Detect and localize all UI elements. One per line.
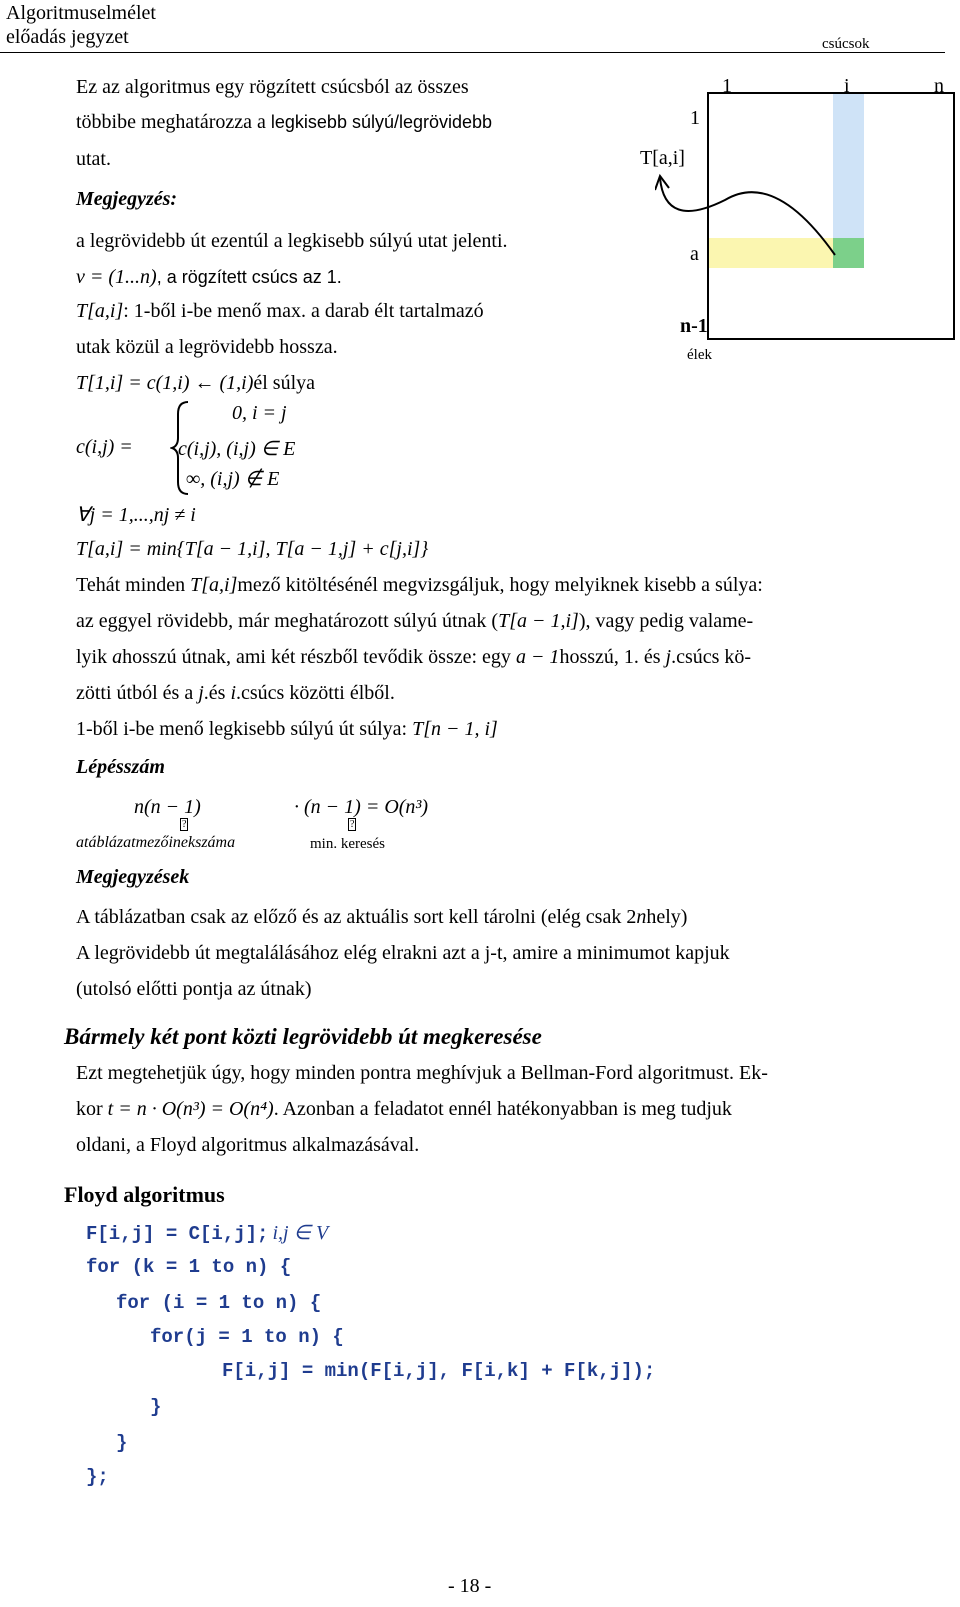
steps-expr1: n(n − 1) bbox=[134, 796, 201, 818]
notes-line1m: n bbox=[636, 906, 647, 928]
para-l4a: zötti útból és a bbox=[76, 682, 199, 704]
floyd-code-line3: for (i = 1 to n) { bbox=[116, 1292, 322, 1314]
steps-glyph1: ? bbox=[182, 819, 187, 830]
para-line1 bbox=[76, 574, 763, 597]
remark-line2-math: v = (1...n) bbox=[76, 266, 157, 288]
para-l3a: lyik bbox=[76, 646, 113, 668]
para-l4b: .és bbox=[203, 682, 231, 704]
figure-label-top: csúcsok bbox=[822, 36, 870, 52]
steps-heading: Lépésszám bbox=[76, 756, 165, 778]
remark-line5-text: él súlya bbox=[253, 372, 316, 394]
remark-line2-text: , a rögzített csúcs az 1. bbox=[156, 267, 342, 287]
remark-line3-math: T[a,i] bbox=[76, 300, 124, 322]
floyd-code-line6: } bbox=[150, 1396, 162, 1418]
para-line5 bbox=[76, 718, 498, 741]
cases-case3: ∞, (i,j) ∉ E bbox=[186, 468, 280, 490]
section-line1: Ezt megtehetjük úgy, hogy minden pontra meghívjuk a Bellman-Ford algoritmust. Ek- bbox=[76, 1062, 768, 1084]
remark-line5 bbox=[76, 372, 315, 395]
steps-under2: min. keresés bbox=[310, 836, 385, 852]
section-line2 bbox=[76, 1098, 732, 1121]
page-number: - 18 - bbox=[448, 1575, 492, 1597]
para-l3m: a bbox=[112, 646, 123, 668]
remark-line5-math: T[1,i] = c(1,i) ← (1,i) bbox=[76, 372, 254, 394]
recurrence-formula: T[a,i] = min{T[a − 1,i], T[a − 1,j] + c[j,i]} bbox=[76, 538, 429, 560]
para-l5m: T[n − 1, i] bbox=[412, 718, 498, 740]
para-l1m: T[a,i] bbox=[190, 574, 238, 596]
section-heading: Bármely két pont közti legrövidebb út megkeresése bbox=[64, 1024, 542, 1049]
cases-case1: 0, i = j bbox=[232, 402, 287, 424]
floyd-heading: Floyd algoritmus bbox=[64, 1182, 225, 1207]
para-l3b: hosszú útnak, ami két részből tevődik össze: egy bbox=[122, 646, 516, 668]
path-arrow bbox=[655, 170, 855, 270]
para-l3c: hosszú, 1. és bbox=[559, 646, 666, 668]
section-line2m: t = n · O(n³) = O(n⁴) bbox=[107, 1098, 274, 1120]
para-line4 bbox=[76, 682, 395, 705]
para-l2a: az eggyel rövidebb, már meghatározott súlyú útnak ( bbox=[76, 610, 499, 632]
figure-row-n1: n-1 bbox=[680, 315, 708, 337]
floyd-code-line7: } bbox=[116, 1432, 128, 1454]
notes-line3: (utolsó előtti pontja az útnak) bbox=[76, 978, 312, 1000]
section-line2b: . Azonban a feladatot ennél hatékonyabban is meg tudjuk bbox=[273, 1098, 732, 1120]
remark-heading: Megjegyzés: bbox=[76, 188, 178, 210]
notes-line2: A legrövidebb út megtalálásához elég elrakni azt a j-t, amire a minimumot kapjuk bbox=[76, 942, 730, 964]
para-line2 bbox=[76, 610, 753, 633]
section-line3: oldani, a Floyd algoritmus alkalmazásával. bbox=[76, 1134, 420, 1156]
notes-line1b: hely) bbox=[646, 906, 688, 928]
para-l4c: .csúcs közötti élből. bbox=[236, 682, 395, 704]
floyd-code1: F[i,j] = C[i,j]; bbox=[86, 1223, 269, 1245]
intro-line2-a: többibe meghatározza a bbox=[76, 111, 271, 133]
para-l3m2: a − 1 bbox=[515, 646, 560, 668]
header-title-line2: előadás jegyzet bbox=[6, 26, 129, 48]
para-l2m: T[a − 1,i] bbox=[498, 610, 579, 632]
intro-line1: Ez az algoritmus egy rögzített csúcsból az összes bbox=[76, 76, 469, 98]
figure-col-n: n bbox=[934, 75, 944, 97]
steps-glyph2: ? bbox=[350, 819, 355, 830]
para-l3m3: j bbox=[665, 646, 672, 668]
notes-line1a: A táblázatban csak az előző és az aktuális sort kell tárolni (elég csak 2 bbox=[76, 906, 637, 928]
remark-line3 bbox=[76, 300, 484, 323]
figure-col-i: i bbox=[844, 75, 850, 97]
para-line3 bbox=[76, 646, 751, 669]
floyd-code-line1 bbox=[86, 1220, 328, 1245]
floyd-code-line8: }; bbox=[86, 1466, 109, 1488]
intro-line2-b: legkisebb súlyú/legrövidebb bbox=[270, 112, 493, 132]
remark-line4: utak közül a legrövidebb hossza. bbox=[76, 336, 338, 358]
para-l1b: mező kitöltésénél megvizsgáljuk, hogy melyiknek kisebb a súlya: bbox=[237, 574, 763, 596]
figure-row-a: a bbox=[690, 243, 699, 265]
floyd-code-line2: for (k = 1 to n) { bbox=[86, 1256, 292, 1278]
remark-line3-text: : 1-ből i-be menő max. a darab élt tartalmazó bbox=[123, 300, 484, 322]
section-line2a: kor bbox=[76, 1098, 108, 1120]
remark-line2 bbox=[76, 266, 342, 289]
para-l1a: Tehát minden bbox=[76, 574, 191, 596]
header-rule bbox=[0, 52, 945, 53]
notes-line1 bbox=[76, 906, 687, 929]
cases-lhs: c(i,j) = bbox=[76, 436, 133, 458]
steps-under1: atáblázatmezőinekszáma bbox=[76, 834, 236, 851]
para-l4m: j bbox=[198, 682, 204, 704]
para-l2b: ), vagy pedig valame- bbox=[578, 610, 754, 632]
floyd-code1-math: i,j ∈ V bbox=[272, 1222, 329, 1244]
intro-line2 bbox=[76, 111, 492, 134]
figure-row-1: 1 bbox=[690, 107, 700, 129]
floyd-code-line5: F[i,j] = min(F[i,j], F[i,k] + F[k,j]); bbox=[222, 1360, 656, 1382]
steps-expr2: · (n − 1) = O(n³) bbox=[294, 796, 429, 818]
figure-row-label: élek bbox=[687, 347, 712, 363]
intro-line3: utat. bbox=[76, 148, 111, 170]
remark-line1: a legrövidebb út ezentúl a legkisebb súlyú utat jelenti. bbox=[76, 230, 508, 252]
cases-case2: c(i,j), (i,j) ∈ E bbox=[178, 438, 296, 460]
para-l4m2: i bbox=[230, 682, 236, 704]
forall-formula: ∀j = 1,...,nj ≠ i bbox=[76, 504, 196, 526]
para-l3d: .csúcs kö- bbox=[671, 646, 752, 668]
header-title-line1: Algoritmuselmélet bbox=[6, 2, 156, 24]
para-l5a: 1-ből i-be menő legkisebb súlyú út súlya: bbox=[76, 718, 413, 740]
floyd-code-line4: for(j = 1 to n) { bbox=[150, 1326, 344, 1348]
notes-heading: Megjegyzések bbox=[76, 866, 190, 888]
figure-col-1: 1 bbox=[722, 75, 732, 97]
figure-row-t: T[a,i] bbox=[640, 147, 685, 169]
